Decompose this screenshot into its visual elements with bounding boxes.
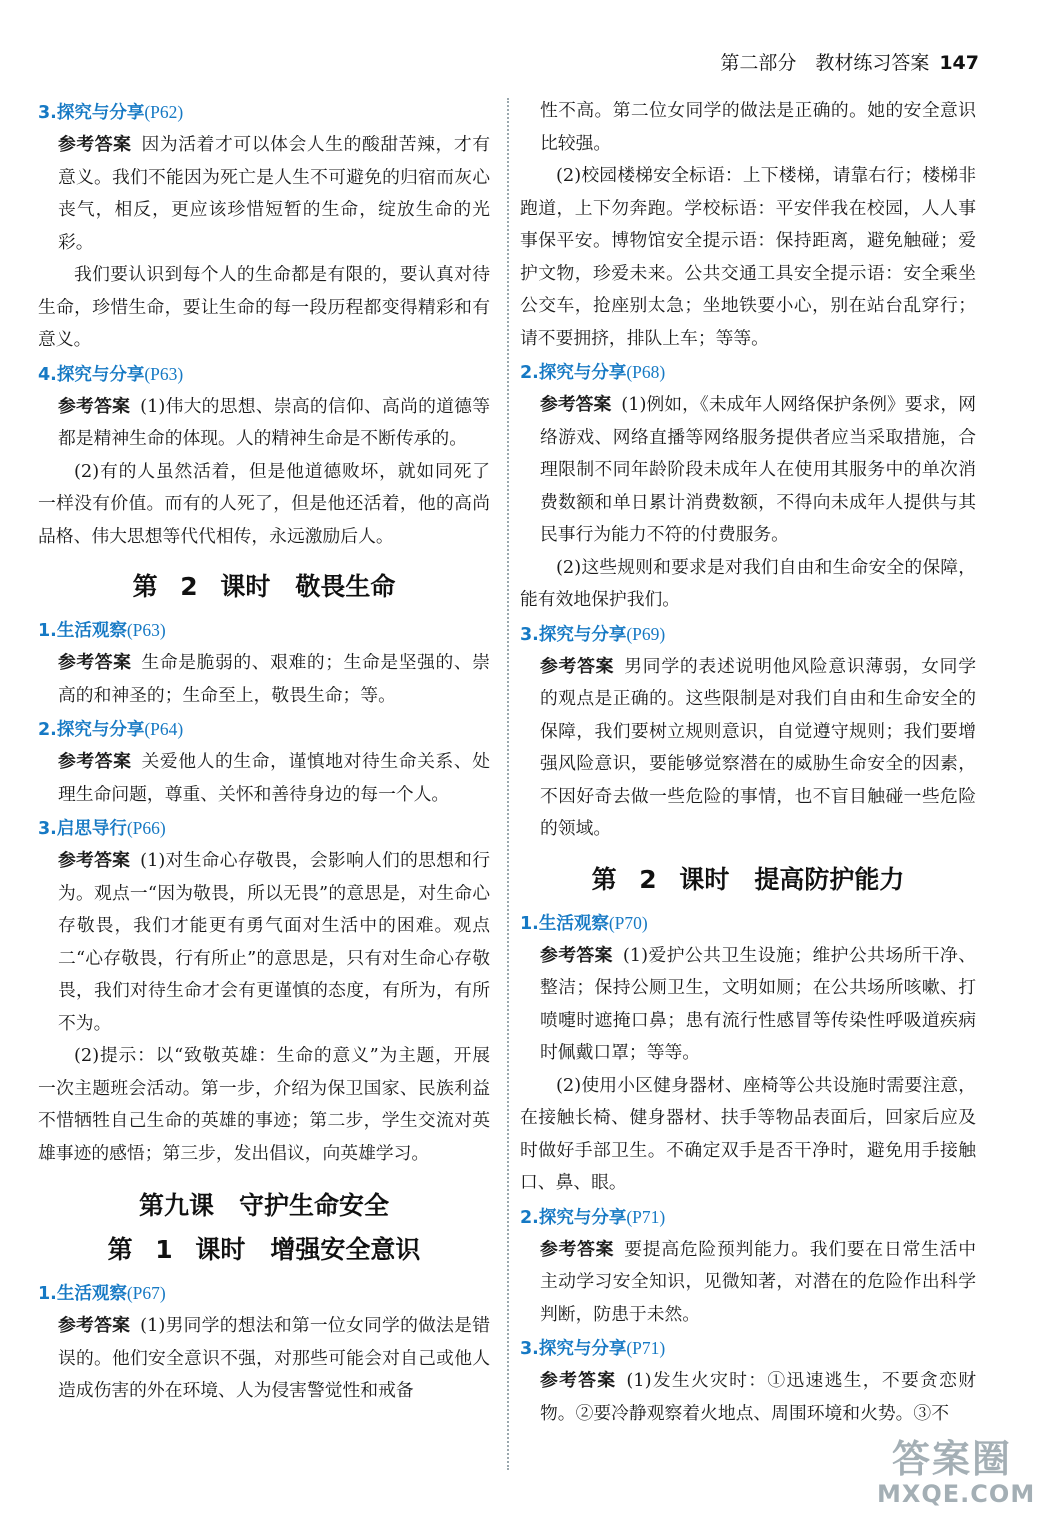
section-heading: 3.探究与分享(P71) bbox=[520, 1338, 666, 1359]
section-heading: 1.生活观察(P63) bbox=[38, 620, 166, 641]
answer-key-label: 参考答案 bbox=[58, 850, 131, 871]
answer-paragraph: 参考答案 关爱他人的生命，谨慎地对待生命关系、处理生命问题，尊重、关怀和善待身边的每一个人。 bbox=[58, 751, 490, 805]
watermark-url: MXQE.COM bbox=[877, 1480, 1036, 1508]
answer-paragraph: (2)有的人虽然活着，但是他道德败坏，就如同死了一样没有价值。而有的人死了，但是他还活着，他的高尚品格、伟大思想等代代相传，永远激励后人。 bbox=[38, 460, 490, 547]
answer-paragraph: (2)校园楼梯安全标语：上下楼梯，请靠右行；楼梯非跑道，上下勿奔跑。学校标语：平安伴我在校园，人人事事保平安。博物馆安全提示语：保持距离，避免触碰；爱护文物，珍爱未来。公共交通工具安全提示语：安全乘坐公交车，抢座别太急；坐地铁要小心，别在站台乱穿行；请不要拥挤，排队上车；等等。 bbox=[520, 165, 976, 349]
watermark-logo-text: 答案圈 bbox=[891, 1437, 1012, 1481]
answer-key-label: 参考答案 bbox=[540, 394, 612, 415]
answer-key-label: 参考答案 bbox=[58, 652, 132, 673]
section-heading: 2.探究与分享(P68) bbox=[520, 362, 666, 383]
answer-key-label: 参考答案 bbox=[540, 1370, 617, 1391]
page-number: 147 bbox=[939, 52, 979, 74]
answer-paragraph: 参考答案 因为活着才可以体会人生的酸甜苦辣，才有意义。我们不能因为死亡是人生不可避免的归宿而灰心丧气，相反，更应该珍惜短暂的生命，绽放生命的光彩。 bbox=[58, 134, 490, 253]
column-divider bbox=[507, 98, 509, 1470]
running-title: 第二部分 教材练习答案 bbox=[720, 52, 930, 74]
answer-paragraph: 参考答案 (1)对生命心存敬畏，会影响人们的思想和行为。观点一“因为敬畏，所以无畏”的意思是，对生命心存敬畏，我们才能更有勇气面对生活中的困难。观点二“心存敬畏，行有所止”的意思是，只有对生命心存敬畏，我们对待生命才会有更谨慎的态度，有所为，有所不为。 bbox=[58, 850, 490, 1034]
answer-key-label: 参考答案 bbox=[58, 751, 132, 772]
lesson-title: 第 2 课时 提高防护能力 bbox=[591, 864, 905, 894]
chapter-title: 第九课 守护生命安全 bbox=[138, 1191, 389, 1220]
answer-key-label: 参考答案 bbox=[58, 134, 132, 155]
answer-paragraph: 参考答案 男同学的表述说明他风险意识薄弱，女同学的观点是正确的。这些限制是对我们自由和生命安全的保障，我们要树立规则意识，自觉遵守规则；我们要增强风险意识，要能够觉察潜在的威胁生命安全的因素，不因好奇去做一些危险的事情，也不盲目触碰一些危险的领域。 bbox=[540, 655, 976, 839]
section-heading: 3.探究与分享(P69) bbox=[520, 623, 666, 645]
lesson-title: 第 1 课时 增强安全意识 bbox=[107, 1235, 421, 1264]
answer-paragraph: (2)提示：以“致敬英雄：生命的意义”为主题，开展一次主题班会活动。第一步，介绍为保卫国家、民族利益不惜牺牲自己生命的英雄的事迹；第二步，学生交流对英雄事迹的感悟；第三步，发出倡议，向英雄学习。 bbox=[38, 1045, 490, 1164]
section-heading: 4.探究与分享(P63) bbox=[38, 363, 184, 385]
answer-paragraph: 我们要认识到每个人的生命都是有限的，要认真对待生命，珍惜生命，要让生命的每一段历程都变得精彩和有意义。 bbox=[38, 264, 490, 350]
section-heading: 3.启思导行(P66) bbox=[38, 818, 166, 839]
answer-paragraph: 参考答案 (1)例如，《未成年人网络保护条例》要求，网络游戏、网络直播等网络服务提供者应当采取措施，合理限制不同年龄阶段未成年人在使用其服务中的单次消费数额和单日累计消费数额，不得向未成年人提供与其民事行为能力不符的付费服务。 bbox=[540, 394, 976, 545]
section-heading: 3.探究与分享(P62) bbox=[38, 102, 184, 123]
answer-key-label: 参考答案 bbox=[58, 395, 131, 417]
answer-paragraph: 参考答案 生命是脆弱的、艰难的；生命是坚强的、崇高的和神圣的；生命至上，敬畏生命；等。 bbox=[58, 652, 490, 706]
answer-paragraph: 参考答案 要提高危险预判能力。我们要在日常生活中主动学习安全知识，见微知著，对潜在的危险作出科学判断，防患于未然。 bbox=[540, 1238, 976, 1325]
answer-key-label: 参考答案 bbox=[540, 1238, 615, 1260]
site-watermark bbox=[877, 1437, 1036, 1514]
section-heading: 2.探究与分享(P71) bbox=[520, 1206, 666, 1228]
answer-paragraph: (2)使用小区健身器材、座椅等公共设施时需要注意，在接触长椅、健身器材、扶手等物品表面后，回家后应及时做好手部卫生。不确定双手是否干净时，避免用手接触口、鼻、眼。 bbox=[520, 1074, 976, 1193]
answer-paragraph: 参考答案 (1)发生火灾时：①迅速逃生，不要贪恋财物。②要冷静观察着火地点、周围环境和火势。③不 bbox=[540, 1370, 976, 1424]
answer-paragraph: 参考答案 (1)伟大的思想、崇高的信仰、高尚的道德等都是精神生命的体现。人的精神生命是不断传承的。 bbox=[58, 395, 490, 449]
answer-key-label: 参考答案 bbox=[540, 944, 613, 966]
answer-paragraph: 参考答案 (1)男同学的想法和第一位女同学的做法是错误的。他们安全意识不强，对那些可能会对自己或他人造成伤害的外在环境、人为侵害警觉性和戒备 bbox=[58, 1315, 490, 1401]
answer-paragraph: 性不高。第二位女同学的做法是正确的。她的安全意识比较强。 bbox=[540, 100, 976, 154]
answer-paragraph: (2)这些规则和要求是对我们自由和生命安全的保障，能有效地保护我们。 bbox=[520, 556, 976, 610]
answer-paragraph: 参考答案 (1)爱护公共卫生设施；维护公共场所干净、整洁；保持公厕卫生，文明如厕；在公共场所咳嗽、打喷嚏时遮掩口鼻；患有流行性感冒等传染性呼吸道疾病时佩戴口罩；等等。 bbox=[540, 944, 976, 1063]
section-heading: 2.探究与分享(P64) bbox=[38, 719, 184, 740]
right-column bbox=[520, 95, 976, 1430]
answer-key-label: 参考答案 bbox=[540, 655, 615, 677]
lesson-title: 第 2 课时 敬畏生命 bbox=[132, 572, 396, 601]
page-header bbox=[720, 48, 979, 75]
left-column bbox=[38, 95, 490, 1408]
section-heading: 1.生活观察(P70) bbox=[520, 912, 648, 934]
section-heading: 1.生活观察(P67) bbox=[38, 1283, 166, 1304]
answer-key-label: 参考答案 bbox=[58, 1315, 131, 1336]
